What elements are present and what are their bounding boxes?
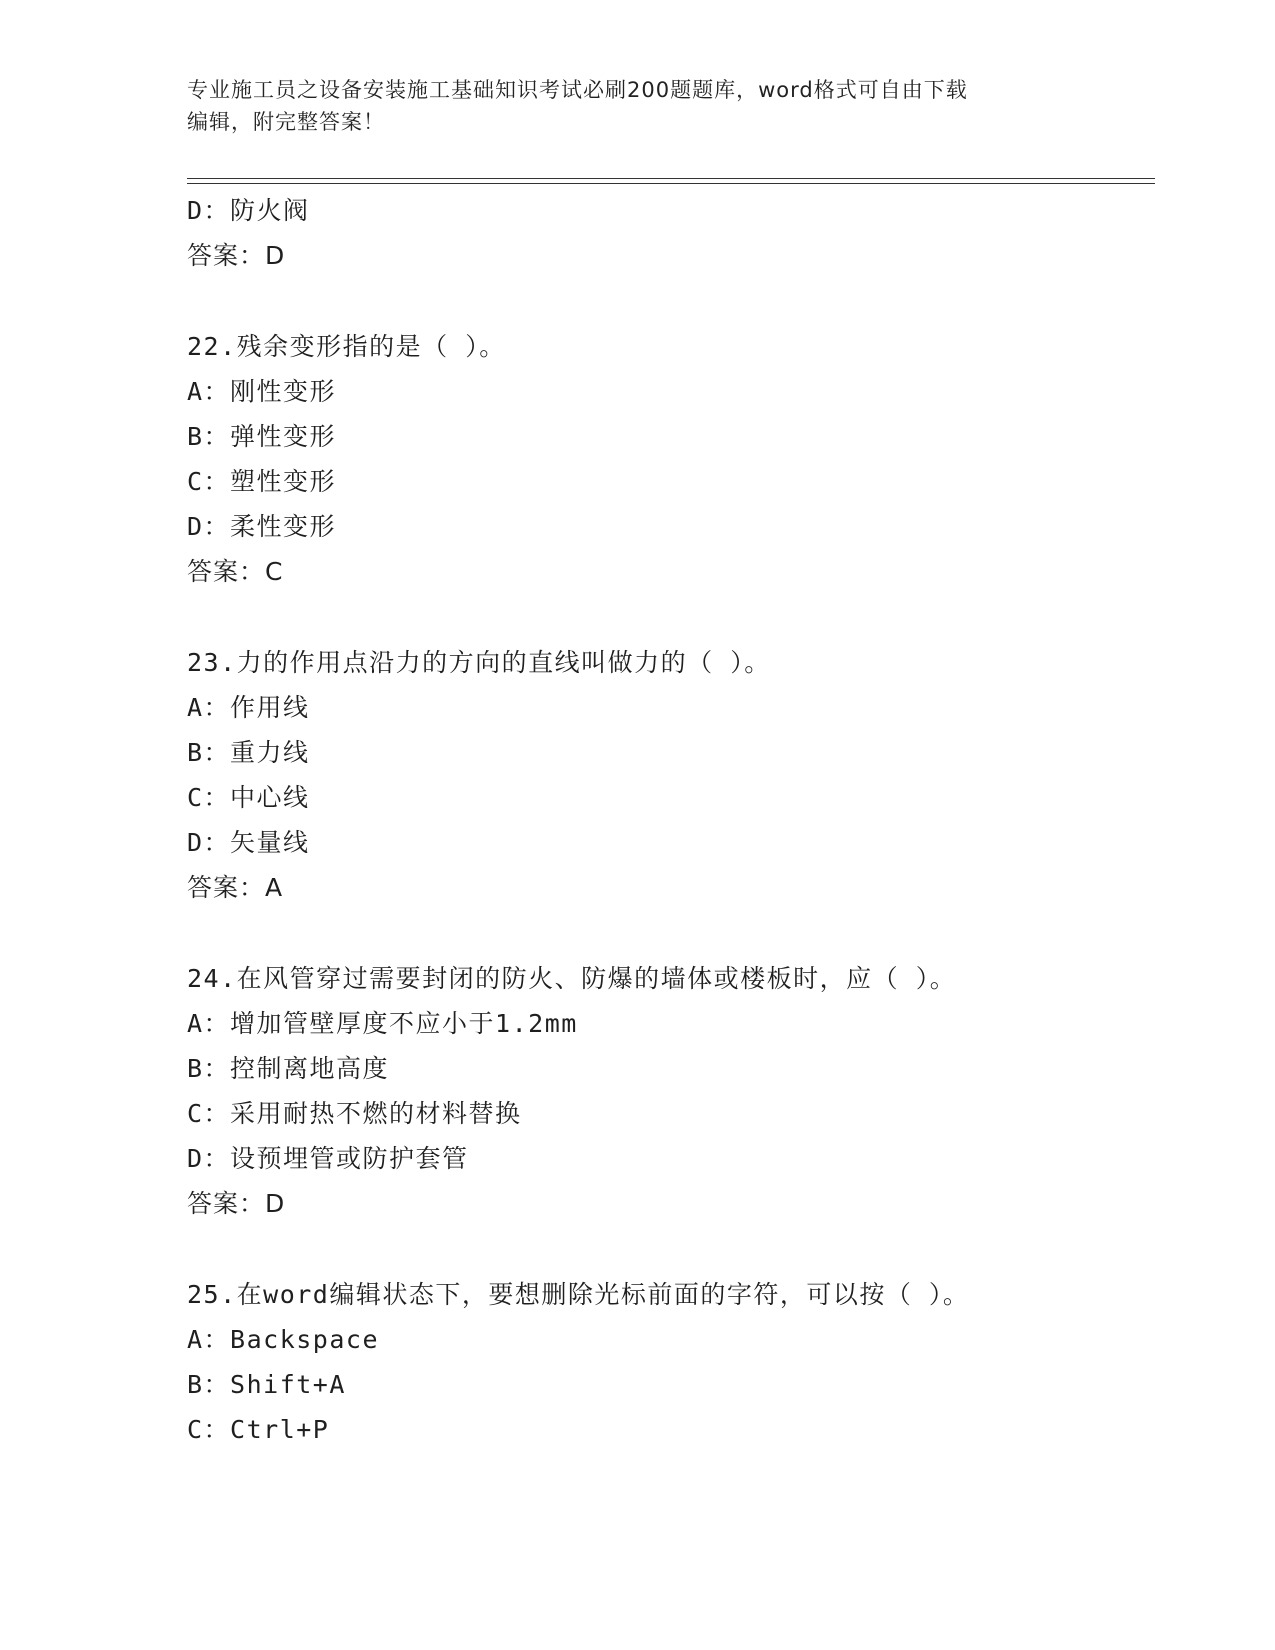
header-divider-top: [187, 178, 1155, 179]
q23-option-d: D：矢量线: [187, 828, 310, 857]
q22-option-a: A：刚性变形: [187, 377, 337, 406]
q21-answer: 答案：D: [187, 241, 286, 270]
q23-option-a: A：作用线: [187, 693, 310, 722]
q23-option-b: B：重力线: [187, 738, 310, 767]
q24-option-c: C：采用耐热不燃的材料替换: [187, 1099, 522, 1128]
q23-option-c: C：中心线: [187, 783, 310, 812]
q24-option-a: A：增加管壁厚度不应小于1.2mm: [187, 1009, 578, 1038]
q22-option-c: C：塑性变形: [187, 467, 337, 496]
question-21-tail: [187, 188, 1155, 278]
question-25: [187, 1272, 1155, 1452]
q21-option-d: D：防火阀: [187, 196, 310, 225]
spacer: [187, 910, 1155, 956]
spacer: [187, 1226, 1155, 1272]
question-24: [187, 956, 1155, 1226]
q24-answer: 答案：D: [187, 1189, 286, 1218]
header-divider-bottom: [187, 183, 1155, 184]
question-22: [187, 324, 1155, 594]
header-title-line-2: 编辑，附完整答案！: [187, 110, 385, 134]
q23-stem: 23.力的作用点沿力的方向的直线叫做力的（ ）。: [187, 648, 771, 677]
q24-option-d: D：设预埋管或防护套管: [187, 1144, 469, 1173]
spacer: [187, 594, 1155, 640]
q24-option-b: B：控制离地高度: [187, 1054, 390, 1083]
q24-stem: 24.在风管穿过需要封闭的防火、防爆的墙体或楼板时，应（ ）。: [187, 964, 957, 993]
spacer: [187, 278, 1155, 324]
q22-stem: 22.残余变形指的是（ ）。: [187, 332, 506, 361]
q25-option-b: B：Shift+A: [187, 1370, 346, 1399]
q25-option-c: C：Ctrl+P: [187, 1415, 330, 1444]
q22-option-b: B：弹性变形: [187, 422, 337, 451]
question-list: [187, 188, 1155, 1452]
q23-answer: 答案：A: [187, 873, 284, 902]
document-header: [187, 74, 1087, 138]
question-23: [187, 640, 1155, 910]
header-title-line-1: 专业施工员之设备安装施工基础知识考试必刷200题题库，word格式可自由下载: [187, 78, 968, 102]
q25-option-a: A：Backspace: [187, 1325, 380, 1354]
q25-stem: 25.在word编辑状态下，要想删除光标前面的字符，可以按（ ）。: [187, 1280, 970, 1309]
q22-answer: 答案：C: [187, 557, 284, 586]
q22-option-d: D：柔性变形: [187, 512, 337, 541]
